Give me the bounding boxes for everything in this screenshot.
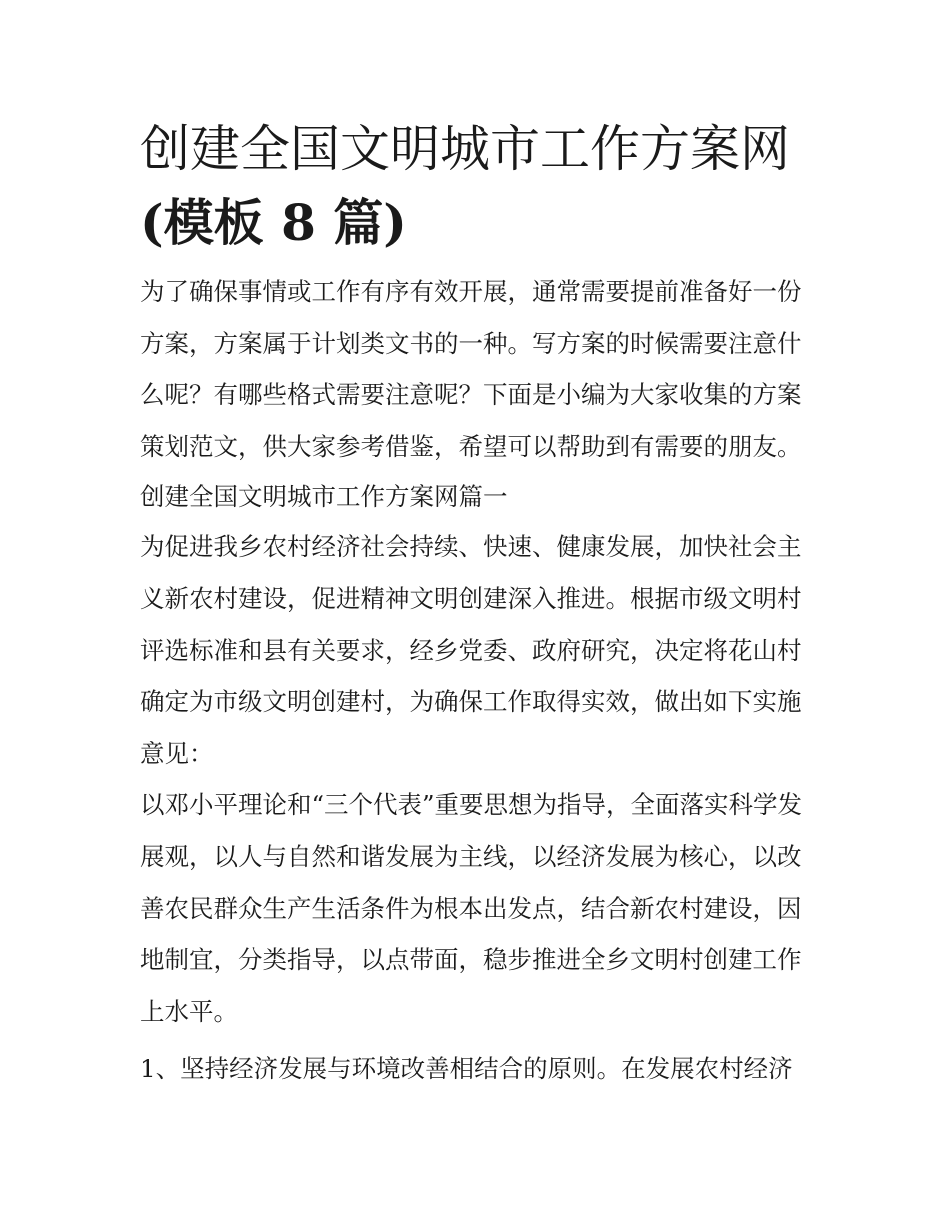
intro-line: 么呢？有哪些格式需要注意呢？下面是小编为大家收集的方案 — [140, 380, 802, 410]
title-line-2-close: 篇) — [333, 193, 407, 252]
title-line-2-number: 8 — [263, 193, 334, 252]
paragraph-line: 以邓小平理论和“三个代表”重要思想为指导，全面落实科学发 — [140, 790, 803, 820]
paragraph-line: 善农民群众生产生活条件为根本出发点，结合新农村建设，因 — [140, 893, 802, 923]
document-title — [140, 112, 820, 260]
paragraph-line: 展观，以人与自然和谐发展为主线，以经济发展为核心，以改 — [140, 841, 802, 871]
list-item: 1、坚持经济发展与环境改善相结合的原则。在发展农村经济 — [140, 1054, 793, 1084]
paragraph-line: 上水平。 — [140, 996, 238, 1026]
paragraph-line: 地制宜，分类指导，以点带面，稳步推进全乡文明村创建工作 — [140, 945, 802, 975]
title-line-1: 创建全国文明城市工作方案网 — [140, 120, 790, 178]
paragraph-line: 确定为市级文明创建村，为确保工作取得实效，做出如下实施 — [140, 687, 802, 717]
paragraph-line: 义新农村建设，促进精神文明创建深入推进。根据市级文明村 — [140, 583, 802, 613]
intro-paragraph — [140, 266, 820, 472]
intro-line: 为了确保事情或工作有序有效开展，通常需要提前准备好一份 — [140, 277, 802, 306]
body-paragraph-2 — [140, 779, 820, 1037]
body-paragraph-1 — [140, 521, 820, 779]
paragraph-line: 评选标准和县有关要求，经乡党委、政府研究，决定将花山村 — [140, 635, 802, 665]
intro-line: 策划范文，供大家参考借鉴，希望可以帮助到有需要的朋友。 — [140, 431, 802, 461]
intro-line: 方案，方案属于计划类文书的一种。写方案的时候需要注意什 — [140, 328, 802, 358]
paragraph-line: 意见： — [140, 738, 214, 768]
section-heading: 创建全国文明城市工作方案网篇一 — [140, 482, 508, 512]
document-page — [140, 112, 820, 1095]
title-line-2-open: (模板 — [140, 193, 264, 252]
paragraph-line: 为促进我乡农村经济社会持续、快速、健康发展，加快社会主 — [140, 532, 802, 562]
